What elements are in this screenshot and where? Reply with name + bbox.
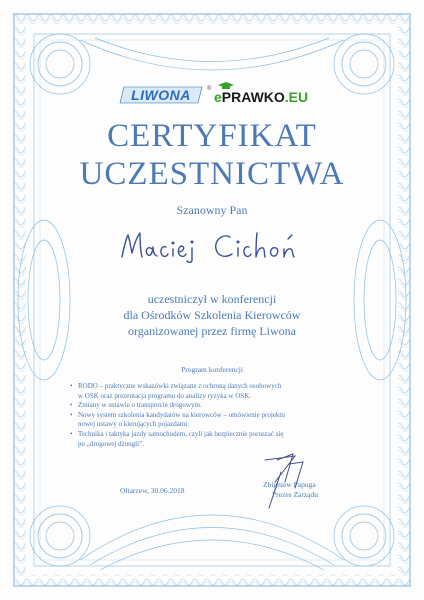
program-list (70, 382, 370, 449)
signer-name: Zbigniew Papuga (263, 480, 316, 489)
liwona-logo (118, 85, 204, 105)
certificate-title-line2: UCZESTNICTWA (79, 156, 345, 192)
program-item: • Nowy system szkolenia kandydatów na kierowców – omówienie projektu nowej ustawy o kierujących pojazdami. (70, 411, 370, 430)
eprawko-tld: .EU (284, 89, 309, 105)
eprawko-logo (214, 82, 314, 108)
participation-line-1: uczestniczył w konferencji (147, 292, 277, 306)
participant-name-handwriting (118, 227, 318, 263)
program-item: • Zmiany w ustawie o transporcie drogowym. (70, 401, 370, 411)
eprawko-e: e (214, 89, 222, 105)
eprawko-main: PRAWKO (221, 89, 285, 105)
salutation: Szanowny Pan (176, 203, 248, 217)
program-title: Program konferencji (181, 365, 243, 374)
participation-line-3: organizowanej przez firmę Liwona (127, 324, 297, 338)
participation-text (0, 291, 424, 339)
program-item: • RODO – praktyczne wskazówki związane z ochroną danych osobowych w OSK oraz prezentacja programu do analizy ryzyka w OSK. (70, 382, 370, 401)
place-and-date: Ołtarzew, 30.06.2018 (120, 486, 185, 495)
program-item: • Technika i taktyka jazdy samochodem, czyli jak bezpiecznie poruszać się po „drogowej dżungli”. (70, 430, 370, 449)
participation-line-2: dla Ośrodków Szkolenia Kierowców (123, 308, 301, 322)
registered-mark: ® (207, 86, 212, 92)
certificate-title-line1: CERTYFIKAT (107, 118, 317, 154)
liwona-logo-text: LIWONA (131, 87, 191, 103)
signer-role: Prezes Zarządu (272, 490, 319, 499)
